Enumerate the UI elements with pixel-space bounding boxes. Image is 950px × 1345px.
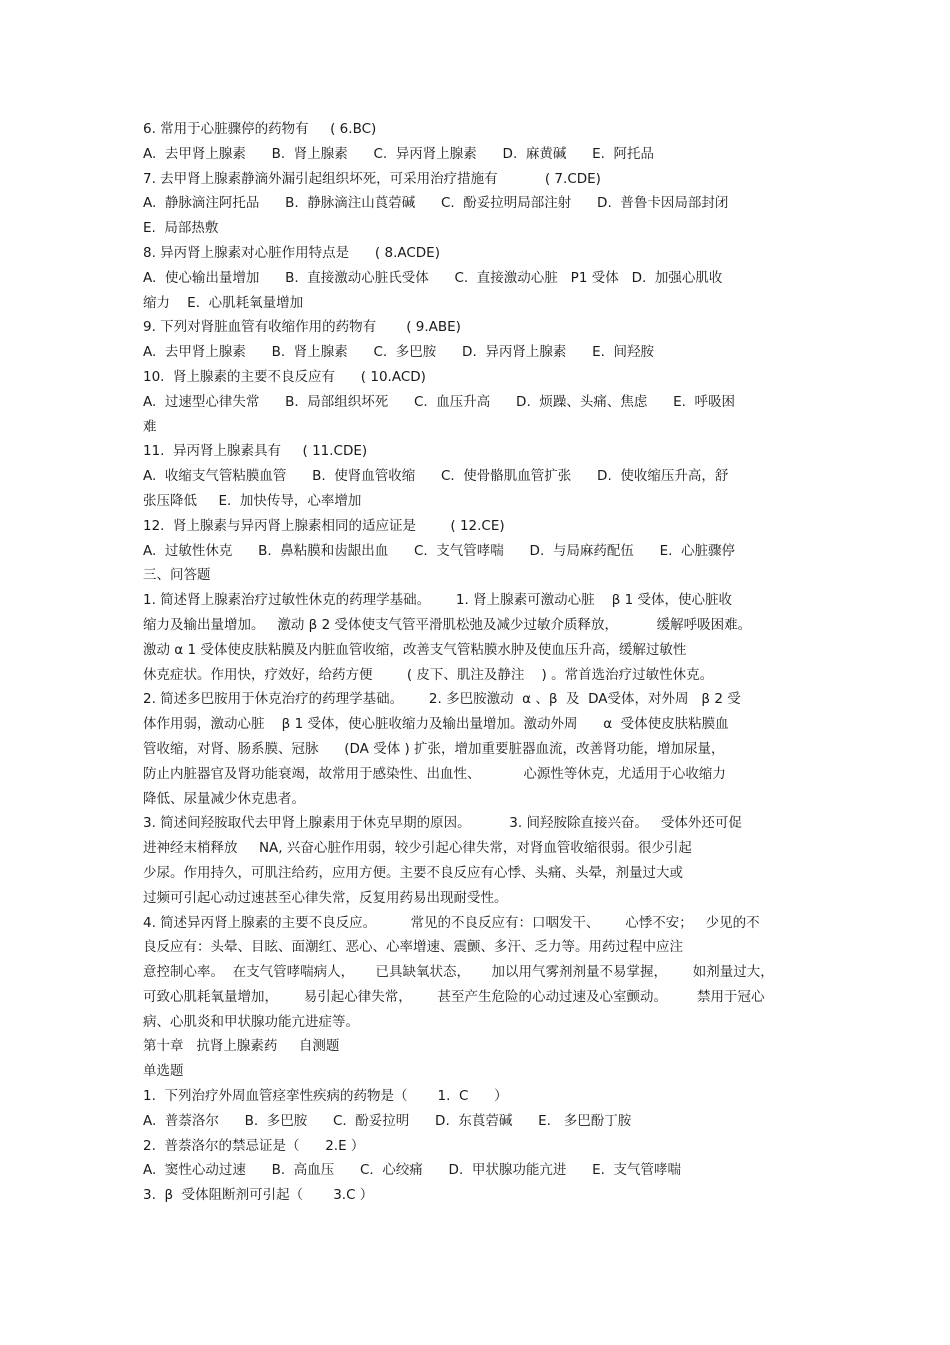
- text-line: E. 局部热敷: [143, 220, 219, 237]
- text-line: 少尿。作用持久，可肌注给药，应用方便。主要不良反应有心悸、头痛、头晕，剂量过大或: [143, 864, 683, 881]
- text-line: 张压降低 E. 加快传导，心率增加: [143, 492, 362, 509]
- text-line: 难: [143, 418, 157, 435]
- text-line: A. 使心输出量增加 B. 直接激动心脏氏受体 C. 直接激动心脏 P1 受体 D. 加强心肌收: [143, 269, 723, 286]
- text-line: 6. 常用于心脏骤停的药物有 ( 6.BC): [143, 121, 377, 137]
- text-line: 病、心肌炎和甲状腺功能亢进症等。: [143, 1013, 359, 1030]
- text-line: 第十章 抗肾上腺素药 自测题: [143, 1038, 340, 1055]
- text-line: A. 过速型心律失常 B. 局部组织坏死 C. 血压升高 D. 烦躁、头痛、焦虑 E. 呼吸困: [143, 393, 735, 410]
- text-line: 可致心肌耗氧量增加， 易引起心律失常， 甚至产生危险的心动过速及心室颤动。 禁用于冠心: [143, 988, 765, 1005]
- text-line: 防止内脏器官及肾功能衰竭，故常用于感染性、出血性、 心源性等休克，尤适用于心收缩力: [143, 765, 726, 782]
- text-line: 1. 简述肾上腺素治疗过敏性休克的药理学基础。 1. 肾上腺素可激动心脏 β 1 受体，使心脏收: [143, 592, 733, 609]
- text-line: 2. 简述多巴胺用于休克治疗的药理学基础。 2. 多巴胺激动 α 、β 及 DA受体，对外周 β 2 受: [143, 691, 741, 708]
- text-line: 3. β 受体阻断剂可引起（ 3.C ）: [143, 1187, 374, 1204]
- text-line: A. 去甲肾上腺素 B. 肾上腺素 C. 异丙肾上腺素 D. 麻黄碱 E. 阿托品: [143, 145, 654, 162]
- text-line: 3. 简述间羟胺取代去甲肾上腺素用于休克早期的原因。 3. 间羟胺除直接兴奋。 受体外还可促: [143, 815, 742, 832]
- text-line: A. 去甲肾上腺素 B. 肾上腺素 C. 多巴胺 D. 异丙肾上腺素 E. 间羟胺: [143, 344, 654, 361]
- text-line: 11. 异丙肾上腺素具有 ( 11.CDE): [143, 443, 368, 460]
- text-line: 良反应有：头晕、目眩、面潮红、恶心、心率增速、震颤、多汗、乏力等。用药过程中应注: [143, 939, 683, 956]
- text-line: A. 窦性心动过速 B. 高血压 C. 心绞痛 D. 甲状腺功能亢进 E. 支气管哮喘: [143, 1162, 681, 1179]
- text-line: 休克症状。作用快，疗效好，给药方便 ( 皮下、肌注及静注 ) 。常首选治疗过敏性休克。: [143, 666, 714, 683]
- text-line: 2. 普萘洛尔的禁忌证是（ 2.E ）: [143, 1137, 365, 1154]
- text-line: A. 过敏性休克 B. 鼻粘膜和齿龈出血 C. 支气管哮喘 D. 与局麻药配伍 E. 心脏骤停: [143, 542, 735, 559]
- text-line: A. 收缩支气管粘膜血管 B. 使肾血管收缩 C. 使骨骼肌血管扩张 D. 使收缩压升高，舒: [143, 468, 729, 485]
- text-line: A. 静脉滴注阿托品 B. 静脉滴注山莨菪碱 C. 酚妥拉明局部注射 D. 普鲁卡因局部封闭: [143, 195, 729, 212]
- text-line: 缩力及输出量增加。 激动 β 2 受体使支气管平滑肌松弛及减少过敏介质释放， 缓解呼吸困难。: [143, 616, 752, 633]
- text-line: 管收缩，对肾、肠系膜、冠脉 (DA 受体 ) 扩张，增加重要脏器血流，改善肾功能，增加尿量，: [143, 740, 725, 757]
- text-line: 单选题: [143, 1063, 184, 1080]
- text-line: 三、问答题: [143, 567, 211, 584]
- text-line: 4. 简述异丙肾上腺素的主要不良反应。 常见的不良反应有：口咽发干、 心悸不安； 少见的不: [143, 914, 760, 931]
- text-line: 10. 肾上腺素的主要不良反应有 ( 10.ACD): [143, 368, 426, 385]
- text-line: 激动 α 1 受体使皮肤粘膜及内脏血管收缩，改善支气管粘膜水肿及使血压升高，缓解过敏性: [143, 641, 687, 658]
- text-line: 意控制心率。 在支气管哮喘病人， 已具缺氧状态， 加以用气雾剂剂量不易掌握， 如剂量过大，: [143, 964, 774, 981]
- document-page: [143, 117, 808, 1208]
- text-line: 体作用弱，激动心脏 β 1 受体，使心脏收缩力及输出量增加。激动外周 α 受体使皮肤粘膜血: [143, 716, 729, 733]
- text-line: 降低、尿量减少休克患者。: [143, 790, 305, 807]
- text-line: 过频可引起心动过速甚至心律失常，反复用药易出现耐受性。: [143, 889, 508, 906]
- text-line: 9. 下列对肾脏血管有收缩作用的药物有 ( 9.ABE): [143, 319, 461, 336]
- text-line: 缩力 E. 心肌耗氧量增加: [143, 294, 304, 311]
- text-line: 8. 异丙肾上腺素对心脏作用特点是 ( 8.ACDE): [143, 244, 440, 261]
- text-line: 进神经末梢释放 NA, 兴奋心脏作用弱，较少引起心律失常，对肾血管收缩很弱。很少引起: [143, 840, 692, 857]
- text-line: 1. 下列治疗外周血管痉挛性疾病的药物是（ 1. C ）: [143, 1088, 508, 1105]
- text-line: 12. 肾上腺素与异丙肾上腺素相同的适应证是 ( 12.CE): [143, 517, 505, 534]
- text-line: 7. 去甲肾上腺素静滴外漏引起组织坏死，可采用治疗措施有 ( 7.CDE): [143, 170, 601, 187]
- text-line: A. 普萘洛尔 B. 多巴胺 C. 酚妥拉明 D. 东莨菪碱 E. 多巴酚丁胺: [143, 1112, 632, 1129]
